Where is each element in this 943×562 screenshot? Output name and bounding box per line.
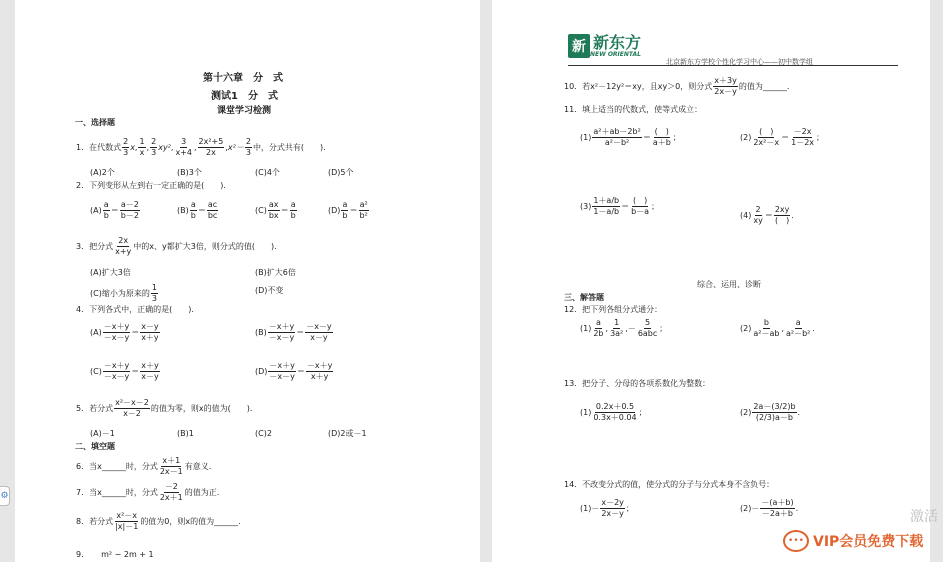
q13-part-2: (2) $\frac{2a-(3/2)b}{(2/3)a-b}$ .	[740, 402, 801, 422]
new-oriental-logo: 新 新东方 NEW ORIENTAL	[568, 34, 641, 58]
q12-part-1: (1) $\frac{a}{2b}$ , $\frac{1}{\text{3a²}}$ ,－ $\frac{5}{\text{6abc}}$ ；	[580, 318, 668, 338]
question-8: 8．若分式 $\frac{\text{x²－x}}{|x|-1}$ 的值为0，则x的值为______.	[76, 511, 241, 531]
settings-gear-icon[interactable]: ⚙	[0, 486, 10, 506]
question-6: 6．当x______时，分式 $\frac{x+1}{2x-1}$ 有意义.	[76, 456, 212, 476]
q14-part-1: (1)－ $\frac{x-2y}{2x-y}$ ；	[580, 498, 634, 518]
q11-part-2: (2) $\frac{( )}{\text{2x²－x}}$ ＝ $\frac{-2x}{1-2x}$ ；	[740, 127, 825, 147]
vip-badge-label: VIP会员免费下载	[813, 534, 924, 550]
vip-download-badge[interactable]	[783, 530, 923, 552]
question-13: 13．把分子、分母的各项系数化为整数：	[564, 379, 711, 388]
question-9-partial: 9． m² − 2m + 1	[76, 550, 154, 559]
q2-option-d: (D) $\frac{a}{b}$ ＝ $\frac{\text{a²}}{\text{b²}}$	[328, 200, 368, 220]
q5-option-b: (B)1	[177, 429, 194, 438]
q4-option-a: (A) $\frac{-x+y}{-x-y}$ ＝ $\frac{x-y}{x+y}$	[90, 322, 159, 342]
section-title: 课堂学习检测	[217, 106, 272, 116]
q4-option-b: (B) $\frac{-x+y}{-x-y}$ ＝ $\frac{-x-y}{x-y}$	[255, 322, 332, 342]
q11-part-1: (1) $\frac{\text{a²＋ab－2b²}}{\text{a²－b²}}$ ＝ $\frac{( )}{a+b}$ ；	[580, 127, 681, 147]
logo-icon: 新	[568, 34, 590, 58]
section-2-title: 综合、运用、诊断	[697, 280, 761, 289]
q11-part-3: (3) $\frac{1+a/b}{1-a/b}$ ＝ $\frac{( )}{b-a}$ ；	[580, 196, 660, 216]
part-heading: 一、选择题	[75, 118, 115, 127]
header-divider	[568, 65, 898, 66]
question-4: 4．下列各式中，正确的是( ).	[76, 305, 194, 314]
question-1: 1．在代数式 $\frac{2}{3}$ x , $\frac{1}{x}$ , $\frac{2}{3}$ xy² , $\frac{3}{x+4}$ , $\frac{\text{2x²+5}}{2x}$ , x²－ $\frac{2}{3}$ 中，分式共有( ).	[76, 137, 326, 157]
q5-option-a: (A)－1	[90, 429, 115, 438]
q1-option-a: (A)2个	[90, 168, 115, 177]
q4-option-d: (D) $\frac{-x+y}{-x-y}$ ＝ $\frac{-x+y}{x+y}$	[255, 361, 333, 381]
question-10: 10．若x²－12y²＝xy，且xy＞0，则分式 $\frac{x+3y}{2x-y}$ 的值为______.	[564, 76, 790, 96]
q3-option-d: (D)不变	[255, 286, 284, 295]
part-heading-answers: 三、解答题	[564, 293, 604, 302]
q1-option-b: (B)3个	[177, 168, 202, 177]
question-14: 14．不改变分式的值，使分式的分子与分式本身不含负号：	[564, 480, 775, 489]
question-11: 11．填上适当的代数式，使等式成立：	[564, 105, 703, 114]
test-title: 测试1 分 式	[211, 91, 278, 102]
q4-option-c: (C) $\frac{-x+y}{-x-y}$ ＝ $\frac{x+y}{x-y}$	[90, 361, 159, 381]
q12-part-2: (2) $\frac{b}{\text{a²－ab}}$ , $\frac{a}{\text{a²－b²}}$ .	[740, 318, 815, 338]
q11-part-4: (4) $\frac{2}{xy}$ ＝ $\frac{2xy}{( )}$ .	[740, 205, 794, 225]
document-page-left	[15, 0, 480, 562]
q5-option-c: (C)2	[255, 429, 272, 438]
activation-watermark: 激活	[910, 509, 938, 525]
q2-option-b: (B) $\frac{a}{b}$ ＝ $\frac{ac}{bc}$	[177, 200, 218, 220]
q3-option-c: (C)缩小为原来的 $\frac{1}{3}$	[90, 283, 157, 303]
q2-option-a: (A) $\frac{a}{b}$ ＝ $\frac{a-2}{b-2}$	[90, 200, 139, 220]
q5-option-d: (D)2或－1	[328, 429, 367, 438]
question-3: 3．把分式 $\frac{2x}{x+y}$ 中的x、y都扩大3倍，则分式的值( ).	[76, 236, 277, 256]
q3-option-b: (B)扩大6倍	[255, 268, 296, 277]
header-text: 北京新东方学校个性化学习中心——初中数学组	[666, 58, 813, 66]
q1-option-d: (D)5个	[328, 168, 354, 177]
part-heading-fill: 二、填空题	[75, 442, 115, 451]
q1-option-c: (C)4个	[255, 168, 280, 177]
q13-part-1: (1) $\frac{0.2x+0.5}{0.3x+0.04}$ ；	[580, 402, 647, 422]
question-5: 5．若分式 $\frac{\text{x²－x－2}}{x-2}$ 的值为零，则x的值为( ).	[76, 398, 253, 418]
q3-option-a: (A)扩大3倍	[90, 268, 131, 277]
q2-option-c: (C) $\frac{ax}{bx}$ ＝ $\frac{a}{b}$	[255, 200, 296, 220]
question-12: 12．把下列各组分式通分：	[564, 305, 663, 314]
q14-part-2: (2)－ $\frac{-(a+b)}{-2a+b}$ .	[740, 498, 799, 518]
question-2: 2．下列变形从左到右一定正确的是( ).	[76, 181, 226, 190]
document-page-right	[492, 0, 930, 562]
chapter-title: 第十六章 分 式	[203, 73, 283, 84]
question-7: 7．当x______时，分式 $\frac{-2}{2x+1}$ 的值为正.	[76, 482, 220, 502]
chat-bubble-icon: •••	[783, 530, 809, 552]
